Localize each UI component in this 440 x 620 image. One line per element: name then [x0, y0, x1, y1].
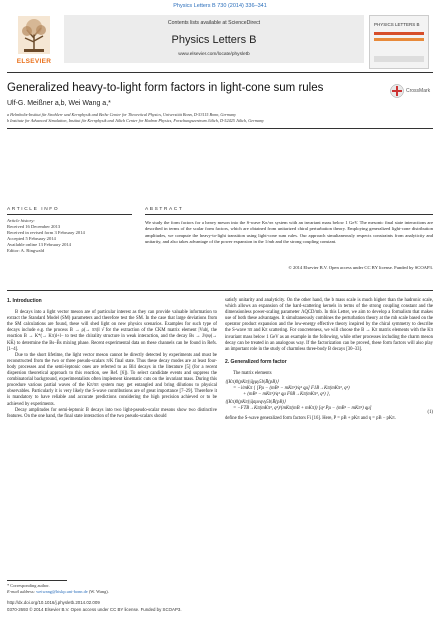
- abstract-text: We study the form factors for a heavy meson into the S-wave Kπ/ππ system with an invariant mass below 1 GeV. The mesonic final state interactions are described in terms of the scalar form factors, which are obtained from unitarized chiral perturbation theory. Employing generalized light-cone distribution amplitudes, we compute the heavy-to-light transition using light-cone sum rules. Our approach simultaneously respects constraints from analyticity and unitarity, and also takes advantage of the power expansion in the 1/mb and the strong coupling constant.: [145, 220, 433, 244]
- footnote-rule: [7, 580, 67, 581]
- abstract-label: ABSTRACT: [145, 207, 184, 212]
- article-history-label: Article history:: [7, 218, 35, 223]
- crossmark-icon: [390, 84, 404, 98]
- equation-line: = −i/mKπ { [Pμ − (mB² − mKπ²)/q² qμ] F1B→Kπ(mKπ², q²): [233, 386, 350, 392]
- intro-paragraph-2: Due to the short lifetime, the light vector meson cannot be directly detected by experiments and must be reconstructed from the two or three pseudo-scalars π/K final state. Thus these decay modes are at least four-body processes and the semi-leptonic ones are referred to as Bl4 decays in the literature [5] (for a recent dispersion theoretical approach to this reaction, see Ref. [6]). To select candidate events and suppress the combinatorial background, experimentalists often implement kinematic cuts on the invariant mass. During this procedure various partial waves of the Kπ/ππ system may get entangled and bring dilutions to physical observables. Particularly it is very likely the S-wave contributions are of great importance [7–29]. Therefore it is mandatory to have reliable and accurate predictions considering the high precision achieved or to be achieved by experiments.: [7, 352, 217, 407]
- elsevier-tree-icon: [18, 16, 50, 54]
- affiliation-rule: [7, 128, 433, 129]
- contents-line[interactable]: Contents lists available at ScienceDirect: [167, 20, 261, 26]
- email-suffix: (W. Wang).: [88, 589, 109, 594]
- journal-homepage-link[interactable]: www.elsevier.com/locate/physletb: [178, 52, 250, 57]
- corresponding-author-note: * Corresponding author.: [7, 583, 50, 588]
- article-authors: Ulf-G. Meißner a,b, Wei Wang a,*: [7, 100, 111, 107]
- equation-block: [225, 380, 433, 416]
- author-email-link[interactable]: weiwang@hiskp.uni-bonn.de: [36, 589, 88, 594]
- intro-paragraph-continued: satisfy unitarity and analyticity. On the other hand, the b mass scale is much higher than the hadronic scale, which allows an expansion of the hard-scattering kernels in terms of the strong coupling constant and the dimensionless power-scaling parameter ΛQCD/mb. In this Letter, we aim to develop a formalism that makes use of both these advantages. It simultaneously combines the perturbation theory at the mb scale based on the operator product expansion and the low-energy effective theory inspired by the chiral symmetry to describe the S-wave ππ and Kπ scattering. For concreteness, we will choose the B → Kπ matrix elements with the Kπ invariant mass below 1 GeV as an example in the following, while other processes including the charm meson decay can be treated in an analogous way. If the factorization can be proved, these form factors will also play an important role in the study of charmless three-body B decays [30–33].: [225, 298, 433, 352]
- equation-line: ⟨(Kπ)0(pKπ)|q̄γμγ5b|B̄(pB)⟩: [225, 380, 279, 386]
- history-online: Available online 13 February 2014: [7, 242, 71, 247]
- equation-line: ⟨(Kπ)0(pKπ)|q̄σμνqνγ5b|B̄(pB)⟩: [225, 400, 286, 406]
- equation-line: = −FTB→Kπ(mKπ², q²)/(mKπ(mB + mKπ)) [q² Pμ − (mB² − mKπ²) qμ]: [233, 406, 372, 412]
- cover-stripe: [374, 38, 424, 41]
- cover-stripe: [374, 32, 424, 35]
- equation-number: (1): [427, 410, 433, 416]
- cover-title: PHYSICS LETTERS B: [374, 22, 420, 27]
- section-heading-form-factor: 2. Generalized form factor: [225, 358, 287, 365]
- journal-reference[interactable]: Physics Letters B 730 (2014) 336–341: [173, 3, 267, 9]
- crossmark-badge[interactable]: [390, 84, 430, 98]
- history-received: Received 16 December 2013: [7, 224, 61, 229]
- abstract-rule: [145, 214, 433, 215]
- article-info-label: ARTICLE INFO: [7, 207, 60, 212]
- abstract-copyright: © 2014 Elsevier B.V. Open access under CC BY license. Funded by SCOAP3.: [288, 265, 433, 270]
- abstract-bottom-rule: [7, 290, 433, 291]
- crossmark-label: CrossMark: [406, 88, 431, 94]
- email-line: [7, 589, 109, 594]
- elsevier-logo[interactable]: [7, 13, 61, 71]
- body-right-column: [225, 298, 433, 422]
- intro-paragraph-1: B decays into a light vector meson are of particular interest as they can provide valuable information to extract the Standard Model (SM) parameters and therefore test the SM. In the case that large deviations from the SM calculations are found, these will shed light on new physics scenarios. Examples for such type of decays include e.g. the process B → ρ(→ ππ)l ν̄ for the extraction of the CKM matrix element |Vub|, the reaction B → K*(→ Kπ)l+l− to test the chirality structure in weak interaction, and the decay Bs → J/ψφ(→ KK̄) to determine the Bs–B̄s mixing phase. Recent experimental data on these channels can be found in Refs. [1–4].: [7, 310, 217, 352]
- article-title: Generalized heavy-to-light form factors in light-cone sum rules: [7, 82, 324, 94]
- intro-paragraph-3: Decay amplitudes for semi-leptonic B decays into two light-pseudo-scalar mesons show two distinctive features. On the one hand, the final state interaction of the two pseudo-scalars should: [7, 407, 217, 419]
- journal-cover-thumbnail[interactable]: [369, 15, 429, 69]
- body-left-column: [7, 298, 217, 420]
- email-label: E-mail address:: [7, 589, 36, 594]
- after-equation-text: define the S-wave generalized form factors Fi [16]. Here, P = pB + pKπ and q = pB − pKπ.: [225, 415, 396, 421]
- cover-stripe: [374, 56, 424, 62]
- section2-intro: The matrix elements: [233, 370, 272, 376]
- affiliation-a: a Helmholtz-Institut für Strahlen- und Kernphysik and Bethe Center for Theoretical Physics, Universität Bonn, D-53115 Bonn, Germany: [7, 112, 237, 117]
- history-editor: Editor: A. Ringwald: [7, 248, 45, 253]
- header-rule: [7, 72, 433, 73]
- history-accepted: Accepted 5 February 2014: [7, 236, 56, 241]
- doi-link[interactable]: http://dx.doi.org/10.1016/j.physletb.2014.02.009: [7, 600, 100, 605]
- history-revised: Received in revised form 3 February 2014: [7, 230, 85, 235]
- journal-title[interactable]: Physics Letters B: [171, 34, 257, 46]
- equation-line: + (mB² − mKπ²)/q² qμ F0B→Kπ(mKπ², q²) },: [243, 392, 330, 398]
- journal-header-band: [64, 15, 364, 63]
- article-info-rule: [7, 214, 132, 215]
- elsevier-wordmark: ELSEVIER: [16, 58, 52, 65]
- section-heading-introduction: 1. Introduction: [7, 298, 42, 304]
- affiliation-b: b Institute for Advanced Simulation, Institut für Kernphysik and Jülich Center for Hadron Physics, Forschungszentrum Jülich, D-52425 Jülich, Germany: [7, 118, 264, 123]
- footer-copyright: 0370-2693 © 2014 Elsevier B.V. Open access under CC BY license. Funded by SCOAP3.: [7, 607, 182, 612]
